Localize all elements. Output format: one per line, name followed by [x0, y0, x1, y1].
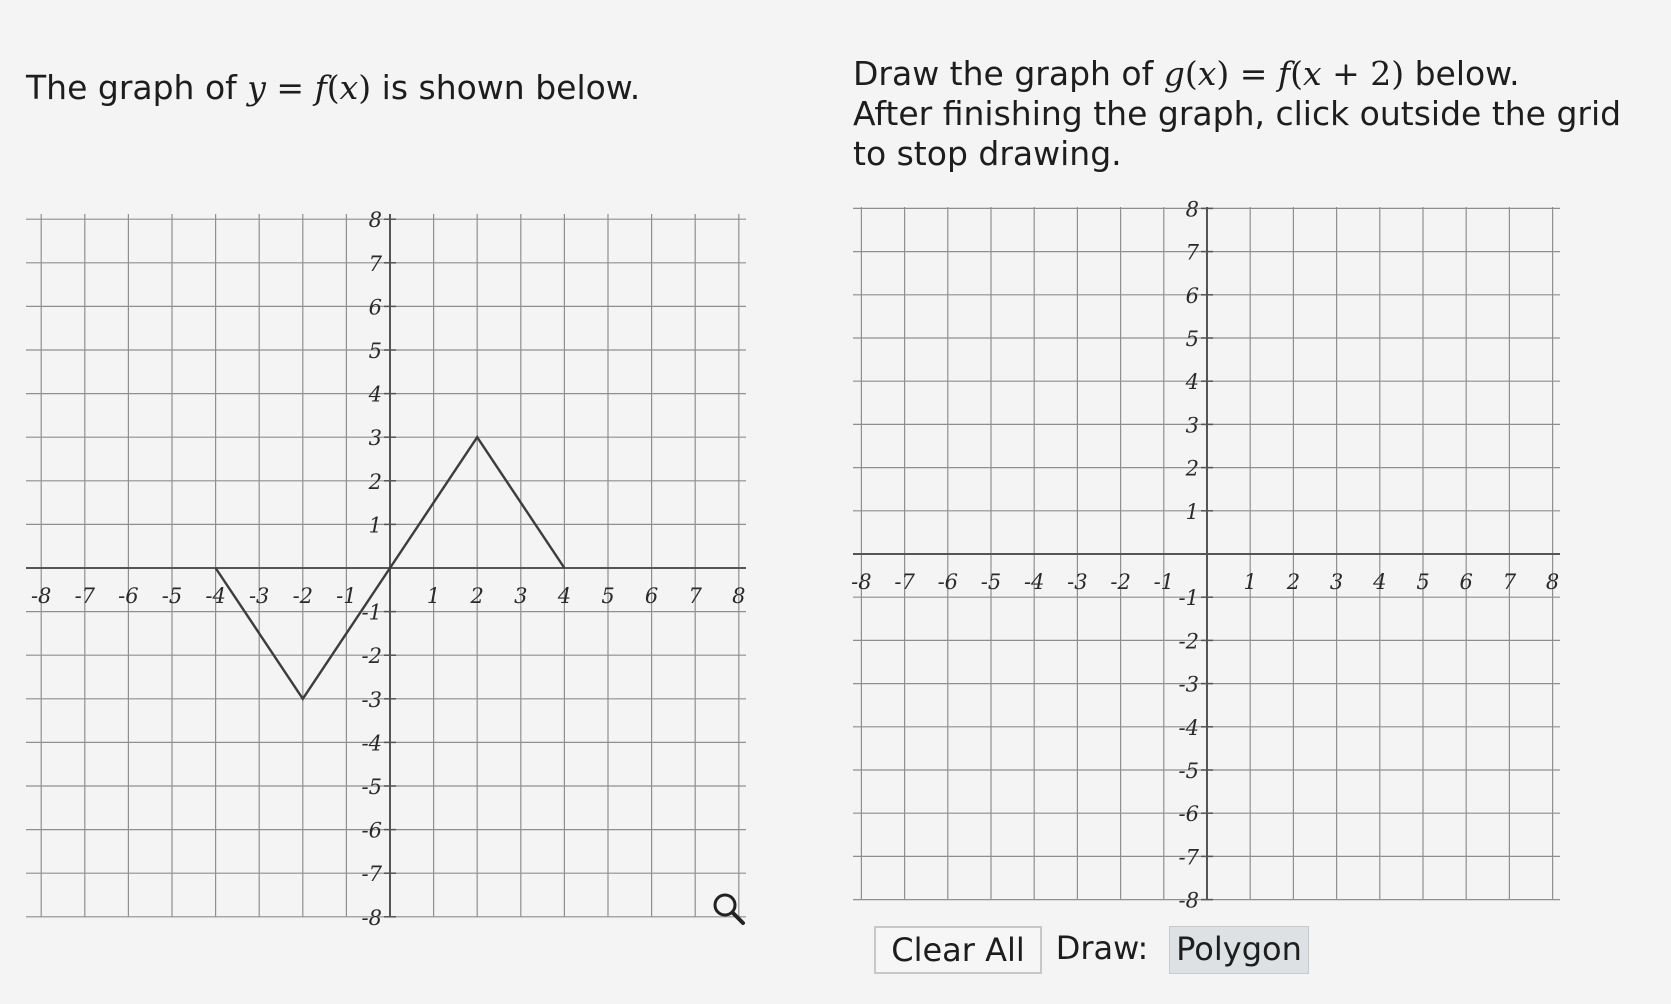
y-tick-label: 8	[1185, 197, 1199, 222]
y-tick-label: -1	[361, 600, 382, 625]
x-tick-label: 7	[1502, 570, 1517, 594]
y-tick-label: 7	[368, 251, 382, 276]
math-x: x	[339, 68, 359, 107]
x-tick-label: -7	[74, 584, 96, 608]
y-tick-label: 1	[1185, 499, 1199, 524]
y-tick-label: 7	[1185, 240, 1199, 265]
x-tick-label: 2	[470, 584, 484, 608]
math-g: g	[1163, 54, 1185, 93]
x-tick-label: 8	[732, 584, 746, 608]
math-paren: )	[358, 68, 372, 107]
x-tick-label: 6	[644, 584, 659, 608]
x-tick-label: -1	[336, 584, 357, 608]
math-paren: (	[1184, 54, 1198, 93]
x-tick-label: -3	[1067, 570, 1088, 594]
x-tick-label: -5	[161, 584, 183, 608]
y-tick-label: -5	[1178, 759, 1199, 783]
y-tick-label: 8	[368, 208, 382, 233]
math-plus-two: + 2)	[1321, 54, 1405, 93]
x-tick-label: -3	[248, 584, 270, 608]
x-tick-label: -4	[205, 584, 226, 608]
x-tick-label: 4	[557, 584, 572, 608]
math-paren: (	[1290, 54, 1303, 93]
math-y: y	[247, 68, 266, 107]
x-tick-label: 2	[1286, 570, 1301, 594]
y-tick-label: -7	[361, 862, 382, 887]
y-tick-label: -7	[1178, 845, 1199, 870]
x-tick-label: -2	[292, 584, 314, 608]
math-f: f	[314, 68, 327, 107]
y-tick-label: -4	[361, 731, 382, 756]
y-tick-label: 4	[368, 382, 382, 407]
x-tick-label: -6	[118, 584, 139, 608]
y-tick-label: 5	[368, 339, 382, 363]
x-tick-label: 1	[426, 584, 441, 608]
math-eq: =	[265, 68, 315, 107]
y-tick-label: -5	[361, 775, 382, 799]
y-tick-label: 6	[1185, 283, 1199, 308]
x-tick-label: 4	[1373, 570, 1387, 594]
math-x: x	[1302, 54, 1322, 93]
x-tick-label: 6	[1459, 570, 1473, 594]
x-tick-label: 8	[1545, 570, 1560, 594]
y-tick-label: -1	[1178, 586, 1199, 611]
x-tick-label: 7	[688, 584, 702, 608]
x-tick-label: -8	[30, 584, 52, 608]
y-tick-label: -8	[361, 905, 382, 930]
math-eq: ) =	[1216, 54, 1278, 93]
y-tick-label: 3	[1185, 413, 1199, 438]
y-tick-label: -6	[361, 818, 382, 843]
clear-all-button[interactable]: Clear All	[874, 926, 1042, 974]
y-tick-label: -3	[361, 687, 382, 712]
y-tick-label: -2	[361, 644, 382, 669]
y-tick-label: 6	[368, 295, 382, 320]
polygon-tool-button[interactable]: Polygon	[1169, 926, 1309, 974]
y-tick-label: 2	[1185, 456, 1199, 481]
y-tick-label: -4	[1178, 715, 1199, 740]
x-tick-label: -5	[980, 570, 1002, 594]
prompt-text: is shown below.	[371, 68, 641, 107]
x-tick-label: -4	[1023, 570, 1045, 594]
x-tick-label: 1	[1243, 570, 1257, 594]
y-tick-label: -6	[1178, 802, 1199, 827]
math-x: x	[1197, 54, 1217, 93]
x-tick-label: -7	[894, 570, 915, 594]
y-tick-label: 2	[368, 469, 382, 494]
y-tick-label: -3	[1178, 672, 1199, 697]
x-tick-label: -1	[1153, 570, 1175, 594]
x-tick-label: 3	[514, 584, 528, 608]
y-tick-label: 4	[1185, 370, 1199, 395]
x-tick-label: -2	[1110, 570, 1131, 594]
draw-label: Draw:	[1055, 929, 1149, 967]
x-tick-label: 3	[1329, 570, 1344, 594]
prompt-instruction: After finishing the graph, click outside the grid to stop drawing.	[853, 94, 1622, 173]
x-tick-label: 5	[1416, 570, 1430, 594]
y-tick-label: 1	[368, 513, 382, 538]
y-tick-label: 5	[1185, 327, 1199, 351]
prompt-text: The graph of	[26, 68, 248, 107]
math-paren: (	[326, 68, 340, 107]
magnifier-icon[interactable]	[712, 892, 746, 930]
x-tick-label: 5	[601, 584, 615, 608]
y-tick-label: -2	[1178, 629, 1199, 654]
prompt-text: below.	[1404, 54, 1520, 93]
math-f: f	[1277, 54, 1291, 93]
y-tick-label: 3	[368, 426, 382, 451]
y-tick-label: -8	[1178, 888, 1199, 913]
prompt-text: Draw the graph of	[853, 54, 1164, 93]
x-tick-label: -8	[851, 570, 872, 594]
x-tick-label: -6	[937, 570, 959, 594]
